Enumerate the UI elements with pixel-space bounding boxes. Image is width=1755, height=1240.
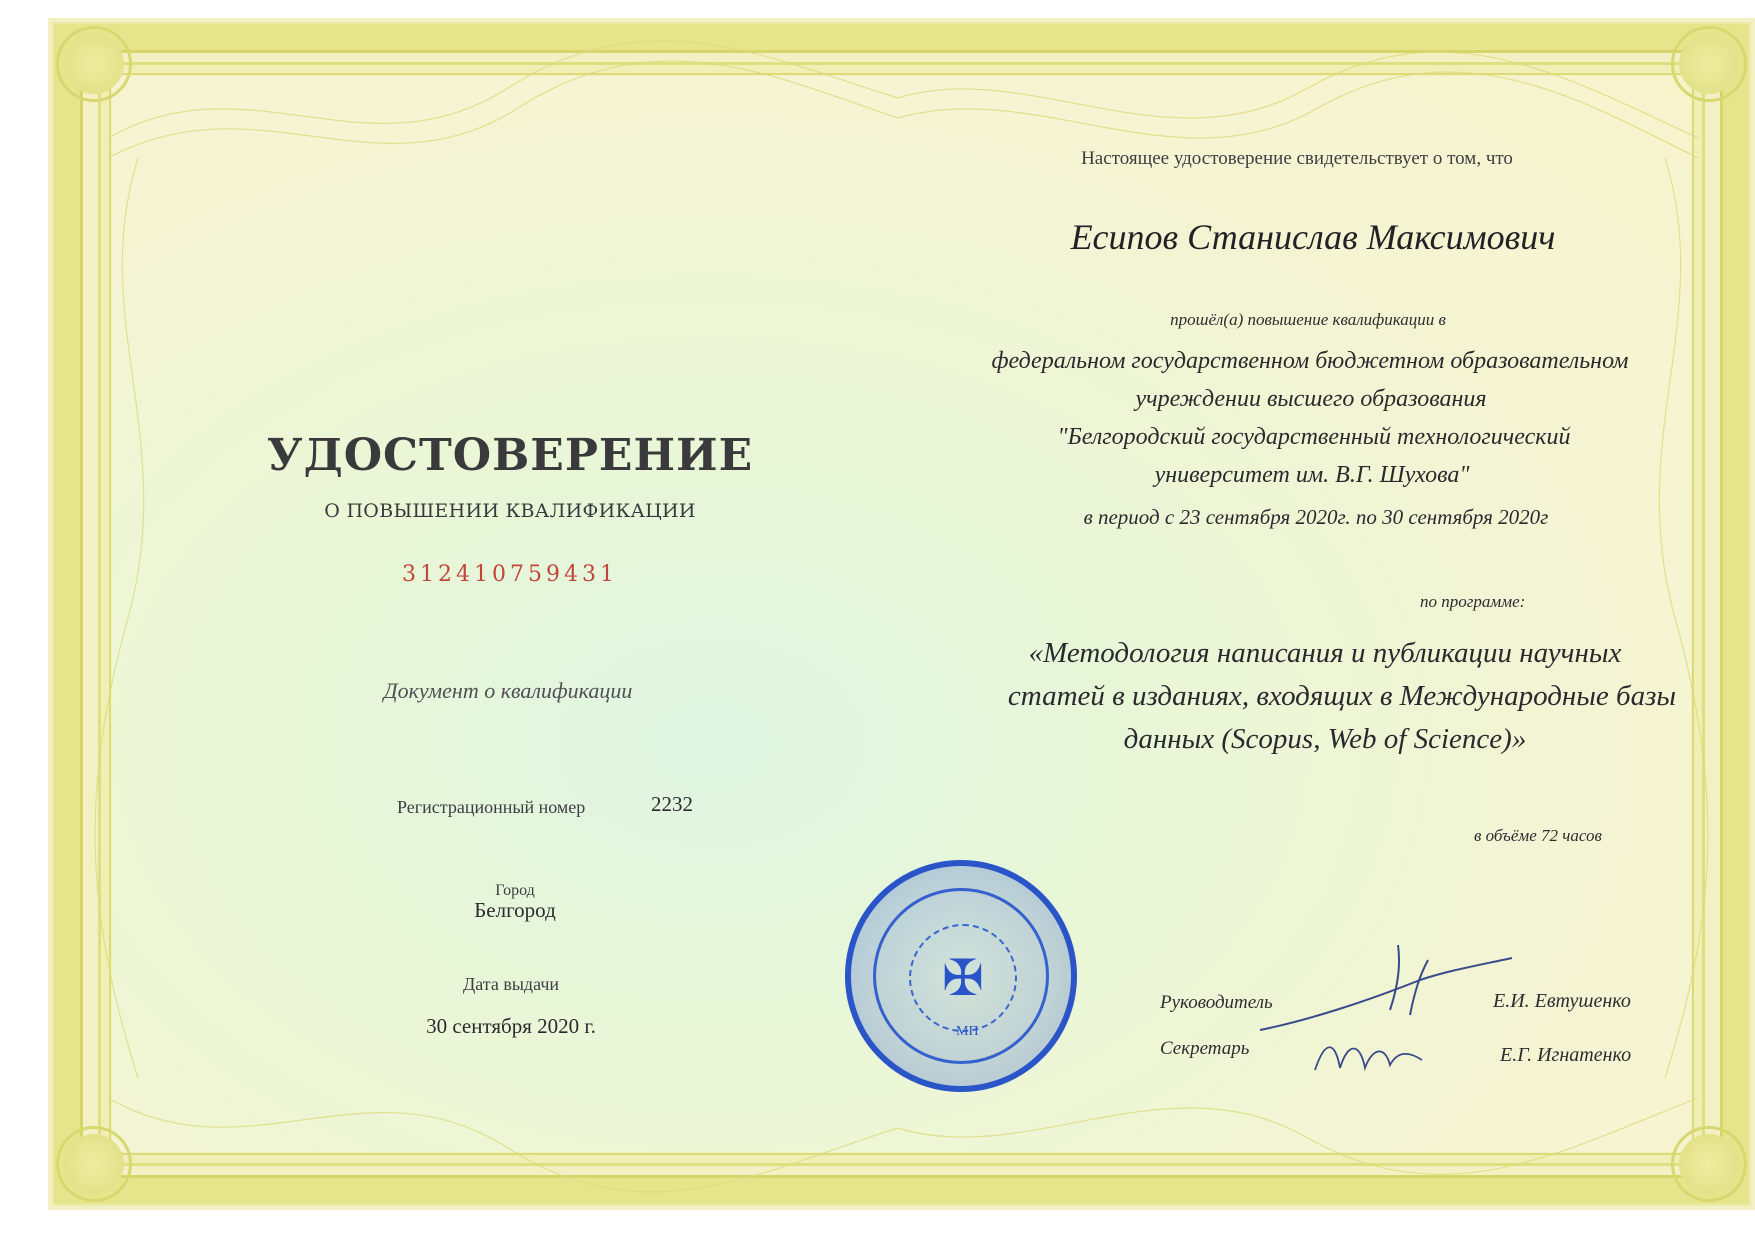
serial-number: 312410759431: [402, 562, 618, 587]
secretary-label: Секретарь: [1160, 1038, 1250, 1059]
city-label: Город: [495, 882, 535, 899]
hours-volume: в объёме 72 часов: [1474, 826, 1602, 845]
seal-stamp-mark: МП: [956, 1024, 979, 1039]
registration-number: 2232: [651, 792, 693, 816]
city-value: Белгород: [474, 898, 556, 922]
organization-line-3: "Белгородский государственный технологический: [1057, 424, 1571, 450]
head-name: Е.И. Евтушенко: [1493, 990, 1631, 1012]
corner-ornament-bottom-left: [56, 1126, 132, 1202]
study-period: в период с 23 сентября 2020г. по 30 сентября 2020г: [1083, 505, 1549, 529]
corner-ornament-top-right: [1671, 26, 1747, 102]
issue-date-label: Дата выдачи: [462, 974, 560, 994]
recipient-name: Есипов Станислав Максимович: [1070, 217, 1556, 257]
passed-text: прошёл(а) повышение квалификации в: [1170, 310, 1446, 329]
coat-of-arms-icon: ✠: [942, 949, 984, 1007]
head-label: Руководитель: [1160, 992, 1273, 1013]
seal-emblem: [909, 924, 1017, 1032]
program-line-3: данных (Scopus, Web of Science)»: [1123, 723, 1527, 755]
document-kind: Документ о квалификации: [383, 678, 633, 703]
organization-line-2: учреждении высшего образования: [1135, 386, 1487, 412]
corner-ornament-bottom-right: [1671, 1126, 1747, 1202]
certificate-subtitle: О ПОВЫШЕНИИ КВАЛИФИКАЦИИ: [324, 500, 696, 522]
program-line-2: статей в изданиях, входящих в Международные базы: [1007, 680, 1677, 712]
secretary-name: Е.Г. Игнатенко: [1500, 1044, 1632, 1066]
corner-ornament-top-left: [56, 26, 132, 102]
official-seal: [845, 860, 1077, 1092]
program-line-1: «Методология написания и публикации научных: [1028, 637, 1622, 669]
organization-line-1: федеральном государственном бюджетном образовательном: [991, 348, 1629, 374]
program-label: по программе:: [1420, 592, 1526, 611]
certificate-title: УДОСТОВЕРЕНИЕ: [266, 430, 754, 481]
secretary-signature: [1310, 1030, 1430, 1080]
issue-date: 30 сентября 2020 г.: [426, 1014, 596, 1038]
registration-label: Регистрационный номер: [397, 797, 586, 817]
organization-line-4: университет им. В.Г. Шухова": [1154, 462, 1470, 488]
intro-text: Настоящее удостоверение свидетельствует о том, что: [1081, 148, 1513, 169]
